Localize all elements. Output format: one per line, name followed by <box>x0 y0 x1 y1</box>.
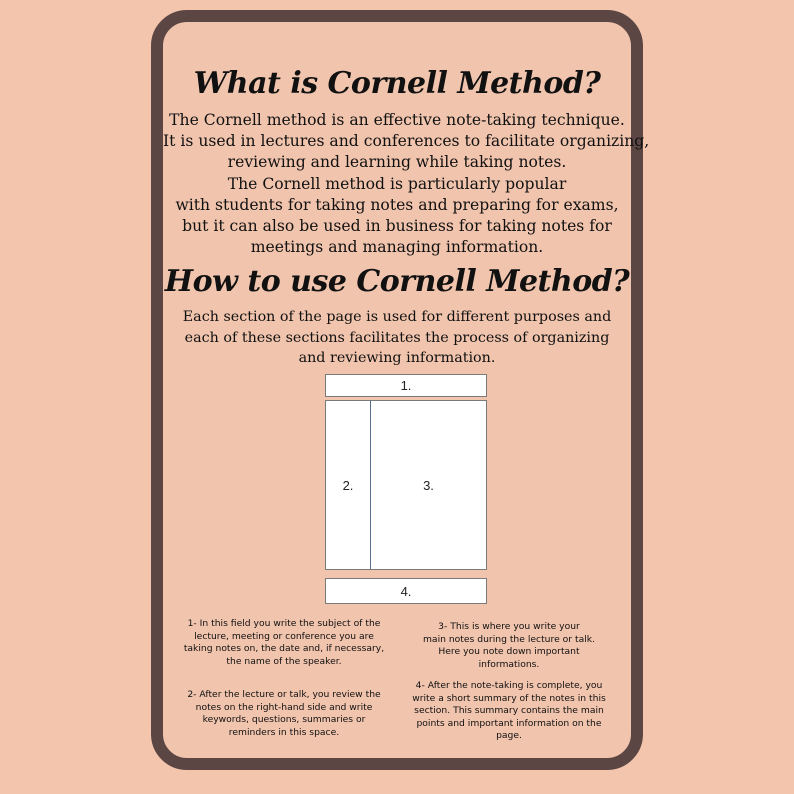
intro-line: The Cornell method is an effective note-taking technique. <box>169 111 625 129</box>
section-4-box <box>325 578 487 604</box>
description-line: 2- After the lecture or talk, you review the <box>187 689 381 700</box>
usage-line: and reviewing information. <box>298 350 496 367</box>
description-line: taking notes on, the date and, if necessary, <box>183 643 385 655</box>
description-line: informations. <box>478 658 540 670</box>
description-line: points and important information on the <box>416 717 602 729</box>
description-section-4 <box>403 680 615 743</box>
description-line: Here you note down important <box>438 646 580 658</box>
intro-line: The Cornell method is particularly popular <box>227 174 567 193</box>
intro-line: but it can also be used in business for taking notes for <box>182 217 612 236</box>
section-1-box <box>325 374 487 397</box>
usage-line: Each section of the page is used for different purposes and <box>182 309 612 325</box>
description-section-1 <box>179 618 389 668</box>
description-section-3 <box>403 621 615 671</box>
description-line: 4- After the note-taking is complete, you <box>415 680 603 691</box>
section-3-label: 3. <box>423 477 434 493</box>
section-3-box <box>370 400 487 570</box>
intro-line: reviewing and learning while taking notes. <box>227 153 567 172</box>
what-is-heading: What is Cornell Method? <box>193 66 601 101</box>
description-line: section. This summary contains the main <box>414 705 604 717</box>
intro-line: with students for taking notes and preparing for exams, <box>175 195 619 214</box>
description-line: keywords, questions, summaries or <box>202 714 366 726</box>
description-line: 1- In this field you write the subject of the <box>187 618 381 629</box>
intro-line: meetings and managing information. <box>250 238 544 257</box>
description-line: reminders in this space. <box>228 726 340 738</box>
section-4-label: 4. <box>400 583 412 599</box>
description-line: page. <box>496 730 522 742</box>
description-line: lecture, meeting or conference you are <box>194 630 374 642</box>
usage-paragraph <box>163 307 631 369</box>
usage-line: each of these sections facilitates the process of organizing <box>184 329 610 346</box>
description-section-2 <box>179 689 389 739</box>
description-line: 3- This is where you write your <box>438 621 580 632</box>
description-line: the name of the speaker. <box>226 655 342 667</box>
description-line: notes on the right-hand side and write <box>195 701 373 713</box>
intro-paragraph <box>163 110 650 258</box>
section-2-box <box>325 400 371 570</box>
section-2-label: 2. <box>342 477 354 493</box>
how-to-use-heading: How to use Cornell Method? <box>164 264 630 299</box>
section-1-label: 1. <box>400 378 412 393</box>
description-line: main notes during the lecture or talk. <box>422 633 595 645</box>
description-line: write a short summary of the notes in this <box>412 692 606 704</box>
info-card <box>151 10 650 770</box>
intro-line: It is used in lectures and conferences to facilitate organizing, <box>163 132 650 151</box>
